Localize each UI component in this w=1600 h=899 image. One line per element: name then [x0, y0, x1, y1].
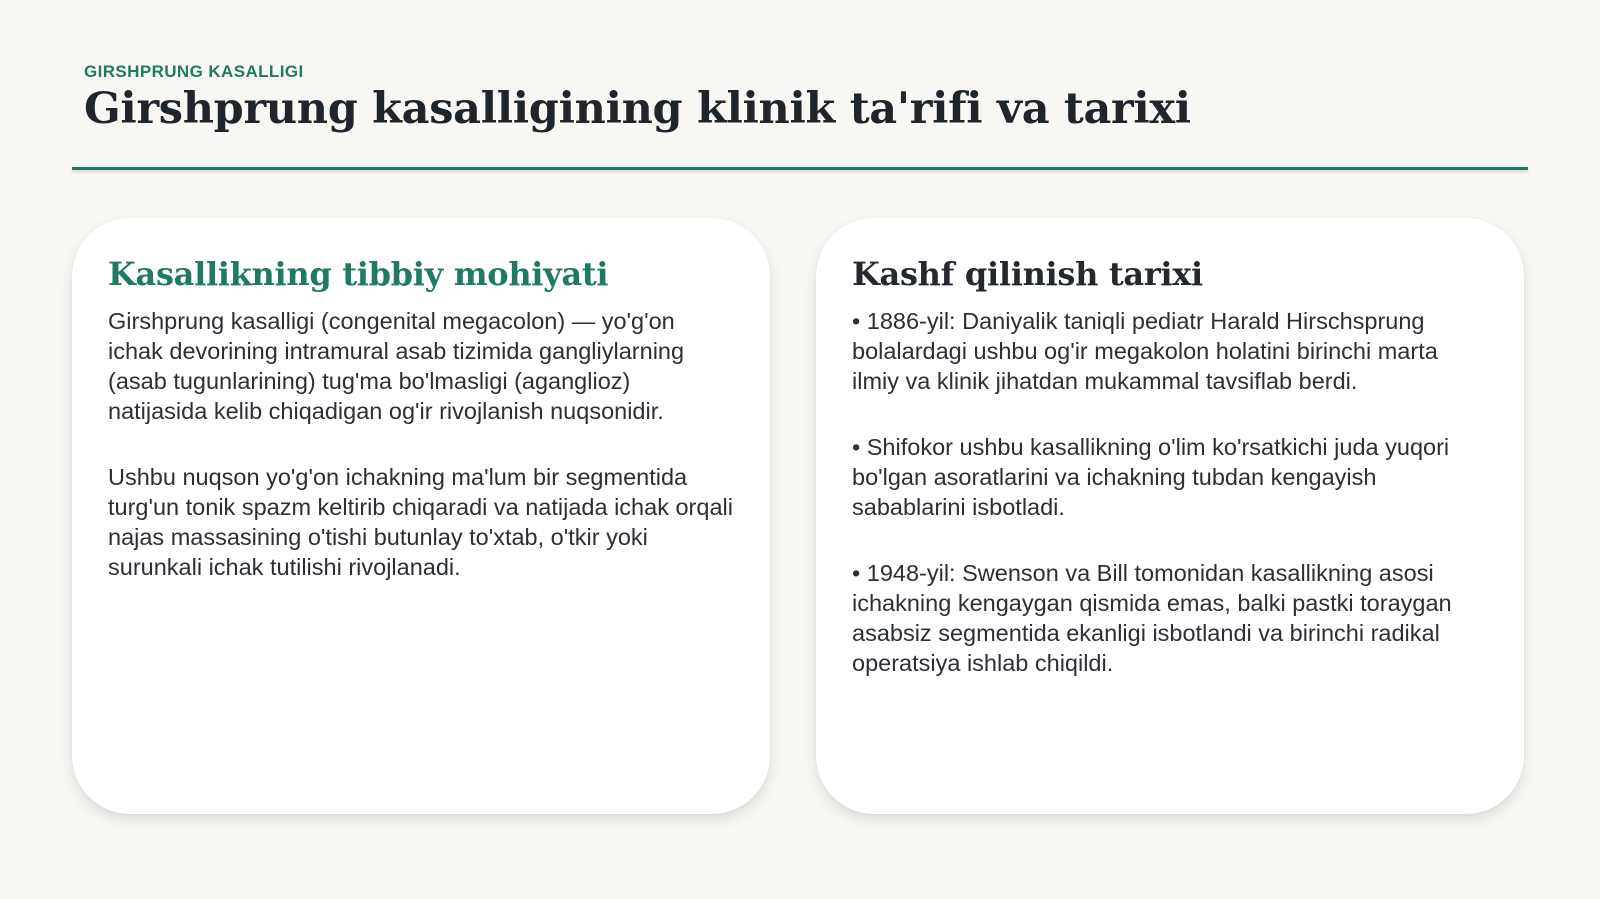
discovery-history-card: [816, 218, 1524, 814]
medical-essence-card: [72, 218, 770, 814]
medical-essence-paragraph: Ushbu nuqson yo'g'on ichakning ma'lum bir segmentida turg'un tonik spazm keltirib chiqaradi va natijada ichak orqali najas massasining o'tishi butunlay to'xtab, o'tkir yoki surunkali ichak tutilishi rivojlanadi.: [108, 464, 733, 580]
slide-kicker: GIRSHPRUNG KASALLIGI: [84, 62, 304, 81]
history-bullet-complications: • Shifokor ushbu kasallikning o'lim ko'rsatkichi juda yuqori bo'lgan asoratlarini va ichakning tubdan kengayish sabablarini isbotladi.: [852, 434, 1450, 520]
medical-essence-heading: Kasallikning tibbiy mohiyati: [108, 255, 609, 293]
page-title: Girshprung kasalligining klinik ta'rifi va tarixi: [84, 84, 1191, 134]
discovery-history-heading: Kashf qilinish tarixi: [852, 255, 1203, 293]
title-divider: [72, 167, 1528, 170]
history-bullet-1886: • 1886-yil: Daniyalik taniqli pediatr Harald Hirschsprung bolalardagi ushbu og'ir megakolon holatini birinchi marta ilmiy va klinik jihatdan mukammal tavsiflab berdi.: [852, 308, 1438, 394]
history-bullet-1948: • 1948-yil: Swenson va Bill tomonidan kasallikning asosi ichakning kengaygan qismida emas, balki pastki toraygan asabsiz segmentida ekanligi isbotlandi va birinchi radikal operatsiya ishlab chiqildi.: [852, 560, 1452, 676]
medical-essence-paragraph: Girshprung kasalligi (congenital megacolon) — yo'g'on ichak devorining intramural asab tizimida gangliylarning (asab tugunlarining) tug'ma bo'lmasligi (aganglioz) natijasida kelib chiqadigan og'ir rivojlanish nuqsonidir.: [108, 308, 685, 424]
